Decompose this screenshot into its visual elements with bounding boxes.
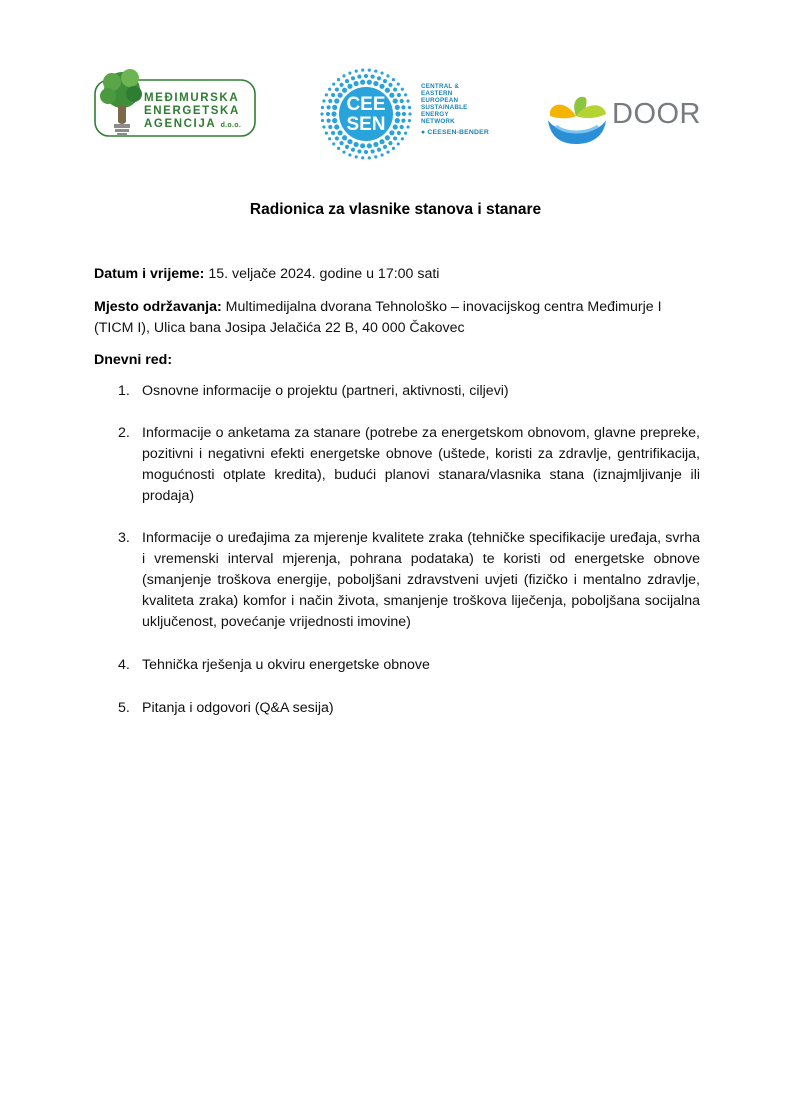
- ceesen-tag: CEESEN-BENDER: [427, 129, 489, 136]
- mea-logo: [92, 66, 260, 146]
- ceesen-logo-graphic: [318, 64, 418, 164]
- agenda-item-text: Tehnička rješenja u okviru energetske obnove: [142, 657, 430, 673]
- door-wordmark: DOOR: [612, 98, 701, 130]
- ceesen-dot: [326, 105, 330, 109]
- ceesen-dot: [342, 151, 345, 154]
- agenda-item-number: 2.: [118, 425, 130, 441]
- ceesen-dot: [368, 69, 371, 72]
- ceesen-dot: [401, 88, 404, 91]
- agenda-item-text: Informacije o anketama za stanare (potrebe za energetskom obnovom, glavne prepreke, pozitivni i negativni efekti energetske obnove (uštede, koristi za zdravlje, gentrifikacija, mogućnosti otplate kredita), budući planovi stanara/vlasnika stana (iznajmljivanje ili prodaja): [142, 425, 700, 504]
- ceesen-dot: [332, 82, 335, 85]
- ceesen-dot: [400, 125, 404, 129]
- ceesen-dot: [393, 136, 397, 140]
- ceesen-dot: [360, 143, 365, 148]
- agenda-item-number: 3.: [118, 530, 130, 546]
- ceesen-dot: [364, 150, 368, 154]
- ceesen-dot: [321, 106, 324, 109]
- ceesen-dot: [388, 83, 392, 87]
- ceesen-dot: [388, 141, 392, 145]
- ceesen-dot: [400, 99, 404, 103]
- ceesen-dot: [385, 135, 390, 140]
- ceesen-dot: [339, 83, 343, 87]
- ceesen-dot: [364, 74, 368, 78]
- ceesen-dot: [385, 88, 390, 93]
- mea-logo-wordmark: [144, 92, 241, 132]
- ceesen-dot: [386, 74, 389, 77]
- ceesen-dot: [374, 155, 377, 158]
- ceesen-dot: [380, 153, 383, 156]
- ceesen-dot: [397, 82, 400, 85]
- ceesen-dot: [389, 93, 394, 98]
- ceesen-network-text: CENTRAL & EASTERN EUROPEAN SUSTAINABLE ENERGY NETWORK ● CEESEN-BENDER: [421, 83, 489, 136]
- ceesen-dot: [395, 111, 400, 116]
- ceesen-dot: [342, 74, 345, 77]
- ceesen-dot: [339, 141, 343, 145]
- agenda-item-text: Pitanja i odgovori (Q&A sesija): [142, 700, 334, 716]
- agenda-item-text: Informacije o uređajima za mjerenje kvalitete zraka (tehničke specifikacije uređaja, svrha i vremenski interval mjerenja, pohrana podataka) te koristi od energetske obnove (smanjenje troškova energije, poboljšani zdravstveni uvjeti (fizičko i mentalno zdravlje, kvaliteta zraka) komfor i način života, smanjenje troškova liječenja, poboljšana socijalna uključenost, povećanje vrijednosti imovine): [142, 530, 700, 630]
- ceesen-dot: [373, 142, 378, 147]
- ceesen-dot: [361, 69, 364, 72]
- door-logo: [546, 94, 706, 144]
- ceesen-dot: [401, 119, 405, 123]
- page-title: Radionica za vlasnike stanova i stanare: [249, 201, 542, 218]
- ceesen-dot: [408, 112, 411, 115]
- ceesen-dot: [331, 131, 335, 135]
- ceesen-side-line: CENTRAL &: [421, 83, 460, 90]
- ceesen-dot: [328, 99, 332, 103]
- ceesen-dot: [332, 142, 335, 145]
- mea-suffix: d.o.o.: [220, 122, 242, 129]
- ceesen-dot: [337, 78, 340, 81]
- ceesen-dot: [401, 137, 404, 140]
- place-value-2: (TICM I), Ulica bana Josipa Jelačića 22 B, 40 000 Čakovec: [94, 320, 465, 336]
- ceesen-side-line: NETWORK: [421, 118, 455, 125]
- ceesen-dot: [357, 74, 361, 78]
- ceesen-mark-top: CEE: [346, 94, 386, 115]
- ceesen-dot: [371, 74, 375, 78]
- ceesen-dot: [395, 105, 400, 110]
- ceesen-dot: [334, 98, 339, 103]
- ceesen-dot: [393, 98, 398, 103]
- ceesen-dot: [331, 111, 336, 116]
- ceesen-dot: [355, 70, 358, 73]
- ceesen-mark-bottom: SEN: [346, 114, 386, 135]
- ceesen-dot: [404, 131, 407, 134]
- place-line-2: [94, 318, 700, 339]
- place-label: Mjesto održavanja:: [94, 299, 222, 315]
- ceesen-side-line: ENERGY: [421, 111, 449, 118]
- ceesen-dot: [402, 112, 406, 116]
- ceesen-dot: [332, 105, 337, 110]
- ceesen-dot: [367, 143, 372, 148]
- ceesen-dot: [397, 131, 401, 135]
- ceesen-dot: [345, 79, 349, 83]
- ceesen-dot: [348, 71, 351, 74]
- date-value: 15. veljače 2024. godine u 17:00 sati: [208, 266, 440, 282]
- ceesen-dot: [328, 125, 332, 129]
- ceesen-dot: [368, 156, 371, 159]
- ceesen-dot: [361, 156, 364, 159]
- ceesen-side-line: SUSTAINABLE: [421, 104, 468, 111]
- ceesen-dot: [335, 87, 339, 91]
- ceesen-dot: [397, 142, 400, 145]
- ceesen-logo: [318, 64, 493, 164]
- ceesen-dot: [379, 139, 384, 144]
- ceesen-dot: [357, 149, 361, 153]
- mea-line2: ENERGETSKA: [144, 105, 240, 117]
- ceesen-dot: [321, 119, 324, 122]
- agenda-item-number: 1.: [118, 383, 130, 399]
- place-line-1: [94, 297, 700, 318]
- ceesen-dot: [347, 84, 352, 89]
- ceesen-dot: [342, 135, 347, 140]
- ceesen-dot: [351, 76, 355, 80]
- ceesen-dot: [374, 70, 377, 73]
- ceesen-dot: [331, 93, 335, 97]
- ceesen-dot: [326, 112, 330, 116]
- ceesen-dot: [325, 131, 328, 134]
- ceesen-dot: [342, 88, 347, 93]
- ceesen-dot: [373, 81, 378, 86]
- ceesen-dot: [322, 99, 325, 102]
- ceesen-dot: [348, 153, 351, 156]
- agenda-label: Dnevni red:: [94, 352, 173, 368]
- ceesen-dot: [395, 118, 400, 123]
- ceesen-dot: [334, 124, 339, 129]
- ceesen-dot: [386, 151, 389, 154]
- ceesen-dot: [322, 125, 325, 128]
- ceesen-dot: [392, 147, 395, 150]
- ceesen-dot: [332, 118, 337, 123]
- ceesen-dot: [325, 93, 328, 96]
- ceesen-dot: [406, 125, 409, 128]
- ceesen-dot: [383, 79, 387, 83]
- ceesen-dot: [338, 93, 343, 98]
- ceesen-dot: [360, 80, 365, 85]
- ceesen-dot: [401, 105, 405, 109]
- ceesen-dot: [408, 119, 411, 122]
- mea-line1: MEĐIMURSKA: [144, 92, 240, 104]
- mea-line3: AGENCIJA: [144, 118, 216, 130]
- date-line: [94, 264, 700, 285]
- ceesen-dot: [383, 145, 387, 149]
- agenda-item-number: 5.: [118, 700, 130, 716]
- ceesen-dot: [393, 87, 397, 91]
- ceesen-dot: [320, 112, 323, 115]
- ceesen-dot: [351, 148, 355, 152]
- ceesen-dot: [345, 145, 349, 149]
- ceesen-dot: [335, 136, 339, 140]
- ceesen-dot: [338, 130, 343, 135]
- ceesen-dot: [392, 78, 395, 81]
- agenda-heading: [94, 350, 700, 371]
- ceesen-dot: [328, 88, 331, 91]
- ceesen-dot: [347, 139, 352, 144]
- ceesen-dot: [377, 76, 381, 80]
- ceesen-dot: [377, 148, 381, 152]
- date-label: Datum i vrijeme:: [94, 266, 205, 282]
- ceesen-dot: [379, 84, 384, 89]
- ceesen-dot: [367, 80, 372, 85]
- ceesen-side-line: EUROPEAN: [421, 97, 459, 104]
- ceesen-dot: [393, 124, 398, 129]
- ceesen-dot: [408, 106, 411, 109]
- ceesen-dot: [337, 147, 340, 150]
- agenda-item-number: 4.: [118, 657, 130, 673]
- ceesen-dot: [354, 142, 359, 147]
- agenda-item-text: Osnovne informacije o projektu (partneri, aktivnosti, ciljevi): [142, 383, 509, 399]
- ceesen-dot: [326, 119, 330, 123]
- ceesen-dot: [397, 93, 401, 97]
- ceesen-dot: [389, 130, 394, 135]
- place-value-1: Multimedijalna dvorana Tehnološko – inovacijskog centra Međimurje I: [225, 299, 662, 315]
- ceesen-dot: [371, 149, 375, 153]
- door-logo-graphic: [546, 94, 610, 144]
- ceesen-dot: [380, 71, 383, 74]
- ceesen-dot: [354, 81, 359, 86]
- ceesen-side-line: EASTERN: [421, 90, 453, 97]
- ceesen-dot: [406, 99, 409, 102]
- ceesen-dot: [328, 137, 331, 140]
- ceesen-dot: [404, 93, 407, 96]
- ceesen-dot: [355, 155, 358, 158]
